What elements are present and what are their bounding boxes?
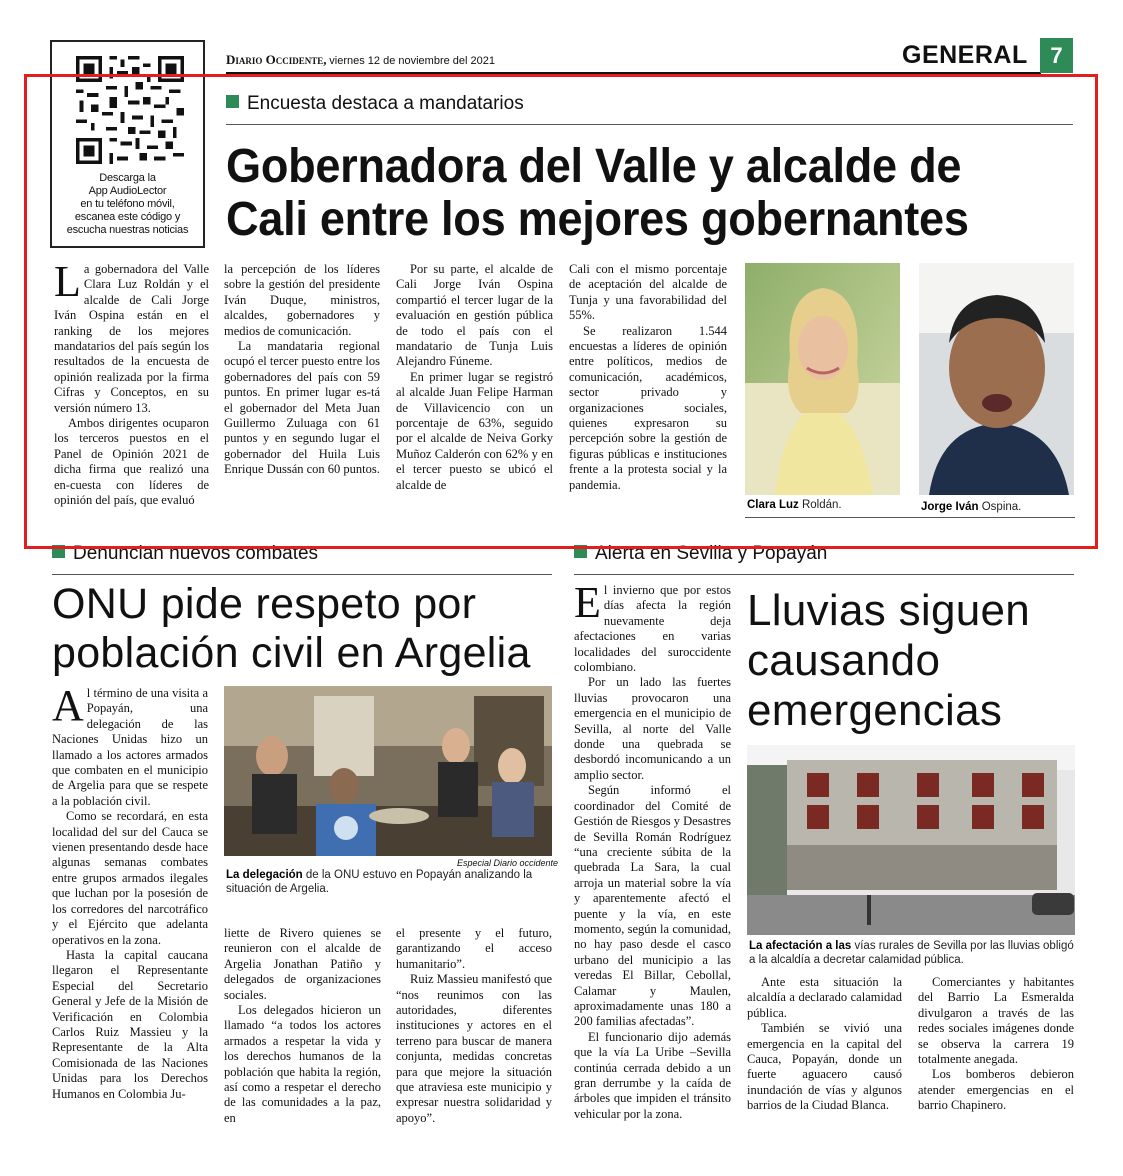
story3-headline: Lluvias siguen causando emergencias xyxy=(747,586,1031,735)
dropcap: A xyxy=(52,686,84,730)
story2-photo-caption: La delegación de la ONU estuvo en Popayán analizando la situación de Argelia. xyxy=(226,869,533,895)
photo-credit: Especial Diario occidente xyxy=(457,858,559,868)
qr-code-icon[interactable] xyxy=(76,56,184,164)
dropcap: E xyxy=(574,583,601,627)
story1-column-1: La gobernadora del Valle Clara Luz Roldán y el alcalde de Cali Jorge Iván Ospina están en el ranking de los mejores mandatarios del país según los resultados de la encuesta de opinión realizada por la firma Cifras y Conceptos, en su versión número 13. Ambos dirigentes ocuparon los terceros puestos en el Panel de Opinión 2021 de dicha firma que realizó una en-cuesta con líderes de opinión del país, que evaluó xyxy=(54,262,209,508)
green-square-icon xyxy=(226,95,239,108)
dropcap: L xyxy=(54,262,81,306)
masthead-rule xyxy=(226,72,1041,75)
story1-column-4: Cali con el mismo porcentaje de aceptación del alcalde de Tunja y una favorabilidad del 55%. Se realizaron 1.544 encuestas a líderes de opinión entre políticos, medios de comunicación, académicos, sector privado y organizaciones sociales, quienes expresaron su percepción sobre la gestión de figuras públicas e instituciones frente a la protesta social y la pandemia. xyxy=(569,262,727,492)
story3-kicker: Alerta en Sevilla y Popayán xyxy=(574,543,827,565)
story2-kicker: Denuncian nuevos combates xyxy=(52,543,318,565)
story1-column-2: la percepción de los líderes sobre la gestión del presidente Iván Duque, ministros, alcaldes, gobernadores y medios de comunicación. La mandataria regional ocupó el tercer puesto entre los gobernadores del país con 59 puntos. En primer lugar es-tá el gobernador del Meta Juan Guillermo Zuluaga con 61 puntos y en segundo lugar el gobernador del Huila Luis Enrique Dussán con 60 puntos. xyxy=(224,262,380,477)
story2-headline: ONU pide respeto por población civil en Argelia xyxy=(52,580,531,677)
story1-kicker: Encuesta destaca a mandatarios xyxy=(226,93,524,115)
photo-sevilla-street xyxy=(747,745,1075,935)
photo-clara-luz xyxy=(745,263,900,495)
photo1-caption: Clara Luz Roldán. xyxy=(747,499,842,511)
issue-date: viernes 12 de noviembre del 2021 xyxy=(329,55,495,67)
story1-kicker-rule xyxy=(226,124,1073,125)
story2-column-2: liette de Rivero quienes se reunieron con el alcalde de Argelia Jonathan Patiño y delegados de organizaciones sociales. Los delegados hicieron un llamado “a todos los actores armados a respetar la vida y los derechos humanos de la población que habita la región, así como a respetar el derecho de las comunidades a la paz, en xyxy=(224,926,381,1125)
story1-headline: Gobernadora del Valle y alcalde de Cali entre los mejores gobernantes xyxy=(226,140,969,246)
story3-column-1: El invierno que por estos días afecta la región nuevamente deja afectaciones en varias localidades del suroccidente colombiano. Por un lado las fuertes lluvias provocaron una emergencia en el municipio de Sevilla, al norte del Valle donde una quebrada se desbordó incomunicando a un amplio sector. Según informó el coordinador del Comité de Gestión de Riesgos y Desastres de Sevilla Román Rodríguez “una creciente súbita de la quebrada La Sara, la cual arroja un material sobre la vía y aparentemente afectó el puente y la vía, en este momento, según la comunidad, no hay paso desde el casco urbano del municipio a las veredas El Billar, Cebollal, Calamar y Maulen, aproximadamente unas 180 a 200 familias afectadas”. El funcionario dijo además que la vía La Uribe –Sevilla continúa cerrada debido a un gran derrumbe y la caída de árboles que impiden el tránsito vehicular por la zona. xyxy=(574,583,731,1121)
story1-column-3: Por su parte, el alcalde de Cali Jorge Iván Ospina compartió el tercer lugar de la evaluación en gestión pública de todo el país con el mandatario de Tunja Luis Alejandro Fúneme. En primer lugar se registró al alcalde Juan Felipe Harman de Villavicencio con un porcentaje de 63%, seguido por el alcalde de Neiva Gorky Muñoz Calderón con 62% y en el tercer puesto se ubicó el alcalde de xyxy=(396,262,553,492)
page-number: 7 xyxy=(1040,38,1073,73)
story2-kicker-rule xyxy=(52,574,552,575)
story2-column-3: el presente y el futuro, garantizando el acceso humanitario”. Ruiz Massieu manifestó que “nos reunimos con las autoridades, diferentes instituciones y actores en el terreno para buscar de manera conjunta, medidas concretas para que mejore la situación que atraviesa este municipio y expresar nuestra solidaridad y apoyo”. xyxy=(396,926,552,1125)
story3-column-2: Ante esta situación la alcaldía a declarado calamidad pública. También se vivió una emergencia en la capital del Cauca, Popayán, donde un fuerte aguacero causó inundación de vías y algunos barrios de la Ciudad Blanca. xyxy=(747,975,902,1113)
qr-caption: Descarga la App AudioLector en tu teléfono móvil, escanea este código y escucha nuestras noticias xyxy=(66,172,189,236)
story2-column-1: Al término de una visita a Popayán, una delegación de las Naciones Unidas hizo un llamado a los actores armados que combaten en el municipio de Argelia para que se respete a la población civil. Como se recordará, en esta localidad del sur del Cauca se vienen presentando desde hace algunas semanas combates entre grupos armados ilegales que luchan por la posesión de los corredores del narcotráfico y el Ejército que adelanta operativos en la zona. Hasta la capital caucana llegaron el Representante Especial del Secretario General y Jefe de la Misión de Verificación en Colombia Carlos Ruiz Massieu y la Representante de la Alta Comisionada de las Naciones Unidas para los Derechos Humanos en Colombia Ju- xyxy=(52,686,208,1101)
photo2-caption: Jorge Iván Ospina. xyxy=(921,501,1022,513)
story3-column-3: Comerciantes y habitantes del Barrio La Esmeralda divulgaron a través de las redes sociales imágenes donde se observa la carrera 19 totalmente anegada. Los bomberos debieron atender emergencias en el barrio Chapinero. xyxy=(918,975,1074,1113)
photo-onu-delegation xyxy=(224,686,552,856)
story3-photo-caption: La afectación a las vías rurales de Sevilla por las lluvias obligó a la alcaldía a decretar calamidad pública. xyxy=(749,940,1074,966)
green-square-icon xyxy=(574,545,587,558)
section-title: GENERAL xyxy=(902,41,1028,69)
story3-kicker-rule xyxy=(574,574,1074,575)
paper-name: Diario Occidente, xyxy=(226,52,327,67)
green-square-icon xyxy=(52,545,65,558)
qr-code-box xyxy=(50,40,205,248)
story1-bottom-rule xyxy=(745,517,1075,518)
paper-dateline xyxy=(226,52,495,68)
photo-jorge-ivan xyxy=(919,263,1074,495)
